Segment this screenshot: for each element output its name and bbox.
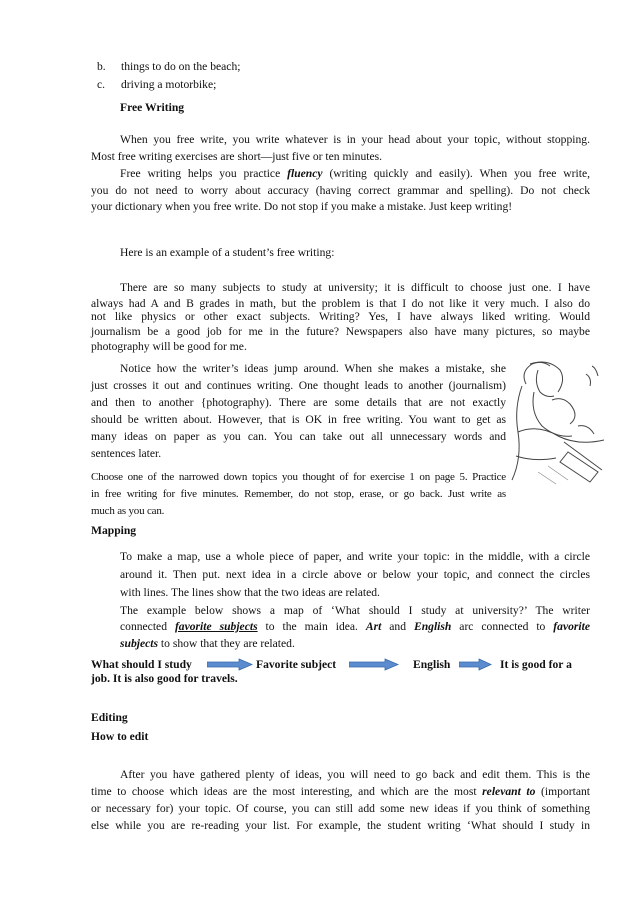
map-arrow-1 [207,658,253,671]
example-line1: There are so many subjects to study at university; it is difficult to choose just one. I have [120,281,590,294]
list-marker-c: c. [97,78,106,91]
map-arrow-2 [349,658,399,671]
exercise-line3: much as you can. [91,505,165,517]
fw-paragraph2-line2: you do not need to worry about accuracy (having correct grammar and spelling). Do not check [91,184,590,197]
map-node-continued: job. It is also good for travels. [91,672,238,685]
editing-line1: After you have gathered plenty of ideas, you will need to go back and edit them. This is the [120,768,590,781]
notice-line4: should be written about. However, that is OK in free writing. You want to get as [91,413,506,426]
fw-paragraph2-line1: Free writing helps you practice fluency (writing quickly and easily). When you free write, [120,167,590,180]
notice-line2: just crosses it out and continues writing. One thought leads to another (journalism) [91,379,506,392]
how-to-edit-subheading: How to edit [91,730,149,743]
mapping-line1: To make a map, use a whole piece of paper, and write your topic: in the middle, with a circle [120,550,590,563]
map-node-favorite-subject: Favorite subject [256,658,337,671]
mapping-line3: with lines. The lines show that the two ideas are related. [120,586,380,599]
mapping-line4: The example below shows a map of ‘What should I study at university?’ The writer [120,604,590,617]
editing-line2: time to choose which ideas are the most interesting, and which are the most relevant to (important [91,785,590,798]
example-line4: journalism be a good job for me in the future? Newspapers also have many pictures, so maybe [91,325,590,338]
exercise-line1: Choose one of the narrowed down topics you thought of for exercise 1 on page 5. Practice [91,471,506,483]
notice-line5: many ideas on paper as you can. You can take out all unnecessary words and [91,430,506,443]
exercise-line2: in free writing for five minutes. Remember, do not stop, erase, or go back. Just write as [91,488,506,500]
notice-line1: Notice how the writer’s ideas jump around. When she makes a mistake, she [120,362,506,375]
student-writing-illustration [508,356,608,491]
mapping-heading: Mapping [91,524,137,537]
fw-paragraph1-line2: Most free writing exercises are short—just five or ten minutes. [91,150,383,163]
map-node-english: English [413,658,451,671]
example-intro: Here is an example of a student’s free writing: [120,246,335,259]
editing-line4: else while you are re-reading your list. For example, the student writing ‘What should I study in [91,819,590,832]
list-item-b: things to do on the beach; [121,60,241,73]
map-node-good-for-job: It is good for a [500,658,572,671]
fw-paragraph2-line3: your dictionary when you free write. Do not stop if you make a mistake. Just keep writing! [91,200,513,213]
map-node-topic: What should I study [91,658,192,671]
example-line5: photography will be good for me. [91,340,247,353]
mapping-line2: around it. Then put. next idea in a circle above or below your topic, and connect the circles [120,568,590,581]
fw-paragraph1-line1: When you free write, you write whatever is in your head about your topic, without stopping. [120,133,590,146]
editing-line3: or necessary for) your topic. Of course, you can still add some new ideas if you think of something [91,802,590,815]
editing-heading: Editing [91,711,128,724]
notice-line6: sentences later. [91,447,162,460]
mapping-line6: subjects to show that they are related. [120,637,295,650]
example-line3: not like physics or other exact subjects. Writing? Yes, I have always liked writing. Would [91,310,590,323]
list-marker-b: b. [97,60,106,73]
notice-line3: and then to another {photography). There are some details that are not exactly [91,396,506,409]
free-writing-heading: Free Writing [120,101,185,114]
list-item-c: driving a motorbike; [121,78,217,91]
map-arrow-3 [459,658,492,671]
example-line2: always had A and B grades in math, but the problem is that I do not like it very much. I also do [91,297,590,310]
mapping-line5: connected favorite subjects to the main idea. Art and English arc connected to favorite [120,620,590,633]
